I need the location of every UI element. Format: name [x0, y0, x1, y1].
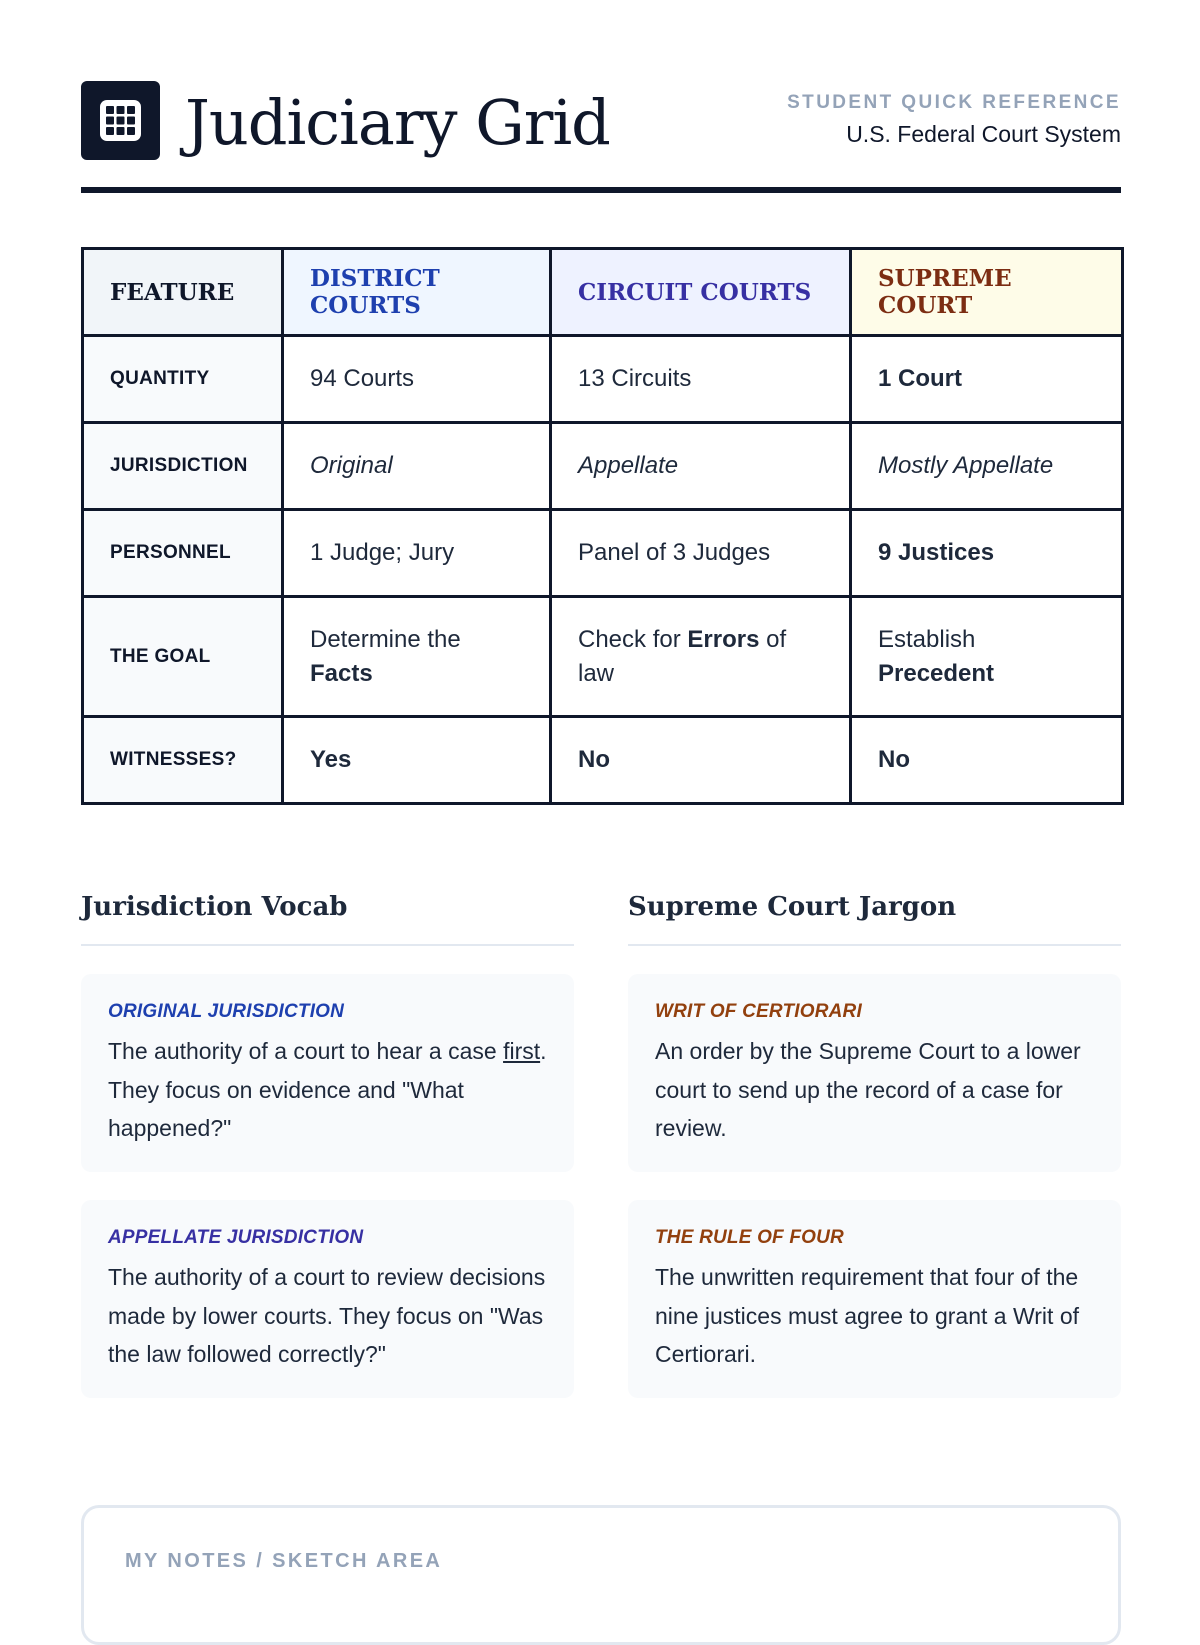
row-label: WITNESSES?	[83, 717, 283, 804]
cell-district	[283, 597, 551, 717]
card-writ-of-certiorari	[628, 974, 1121, 1172]
row-label: PERSONNEL	[83, 510, 283, 597]
vocab-section-title: Jurisdiction Vocab	[81, 892, 348, 922]
cell-district: 94 Courts	[283, 336, 551, 423]
header-district-courts: DISTRICT COURTS	[283, 249, 551, 336]
header	[81, 0, 1121, 193]
comparison-table	[81, 247, 1124, 805]
card-definition: The unwritten requirement that four of the nine justices must agree to grant a Writ of Certiorari.	[655, 1264, 1079, 1367]
logo	[81, 81, 160, 160]
def-text: The authority of a court to hear a case	[108, 1038, 504, 1064]
page-title: Judiciary Grid	[185, 86, 610, 159]
card-appellate-jurisdiction	[81, 1200, 574, 1398]
cell-district: Yes	[283, 717, 551, 804]
page	[81, 0, 1121, 1572]
cell-circuit: No	[551, 717, 851, 804]
table-row-witnesses	[83, 717, 1123, 804]
card-original-jurisdiction	[81, 974, 574, 1172]
cell-circuit: Appellate	[551, 423, 851, 510]
row-label: QUANTITY	[83, 336, 283, 423]
cell-supreme: 9 Justices	[851, 510, 1123, 597]
header-divider	[81, 187, 1121, 193]
card-definition: The authority of a court to review decisions made by lower courts. They focus on "Was the law followed correctly?"	[108, 1264, 546, 1367]
jargon-section-divider	[628, 944, 1121, 946]
header-circuit-courts: CIRCUIT COURTS	[551, 249, 851, 336]
table-row-quantity	[83, 336, 1123, 423]
table-row-goal	[83, 597, 1123, 717]
cell-emphasis: Precedent	[878, 659, 995, 687]
card-rule-of-four	[628, 1200, 1121, 1398]
cell-circuit: 13 Circuits	[551, 336, 851, 423]
card-definition	[108, 1032, 547, 1148]
cell-supreme: No	[851, 717, 1123, 804]
cell-text: Establish	[878, 625, 976, 653]
jargon-section-title: Supreme Court Jargon	[628, 892, 957, 922]
cell-emphasis: Facts	[310, 659, 373, 687]
table-row-jurisdiction	[83, 423, 1123, 510]
card-term: APPELLATE JURISDICTION	[108, 1227, 364, 1248]
row-label: THE GOAL	[83, 597, 283, 717]
grid-icon	[98, 98, 143, 143]
header-feature: FEATURE	[83, 249, 283, 336]
cell-text: of law	[578, 625, 787, 687]
cell-supreme	[851, 597, 1123, 717]
vocab-section-divider	[81, 944, 574, 946]
card-definition: An order by the Supreme Court to a lower court to send up the record of a case for review.	[655, 1038, 1081, 1141]
table-header-row	[83, 249, 1123, 336]
notes-label: MY NOTES / SKETCH AREA	[125, 1550, 443, 1572]
cell-emphasis: Errors	[687, 625, 760, 653]
def-underline: first	[503, 1038, 541, 1064]
cell-text: Check for	[578, 625, 688, 653]
cell-circuit: Panel of 3 Judges	[551, 510, 851, 597]
cell-supreme: 1 Court	[851, 336, 1123, 423]
eyebrow-label: STUDENT QUICK REFERENCE	[787, 92, 1121, 113]
card-term: WRIT OF CERTIORARI	[655, 1001, 862, 1022]
subtitle: U.S. Federal Court System	[846, 121, 1121, 147]
row-label: JURISDICTION	[83, 423, 283, 510]
header-supreme-court: SUPREME COURT	[851, 249, 1123, 336]
notes-sketch-area[interactable]	[81, 1505, 1121, 1645]
card-term: THE RULE OF FOUR	[655, 1227, 844, 1248]
table-row-personnel	[83, 510, 1123, 597]
cell-text: Determine the	[310, 625, 461, 653]
card-term: ORIGINAL JURISDICTION	[108, 1001, 345, 1022]
cell-district: 1 Judge; Jury	[283, 510, 551, 597]
cell-supreme: Mostly Appellate	[851, 423, 1123, 510]
def-text: . They focus on evidence and "What happened?"	[108, 1038, 547, 1141]
cell-circuit	[551, 597, 851, 717]
cell-district: Original	[283, 423, 551, 510]
